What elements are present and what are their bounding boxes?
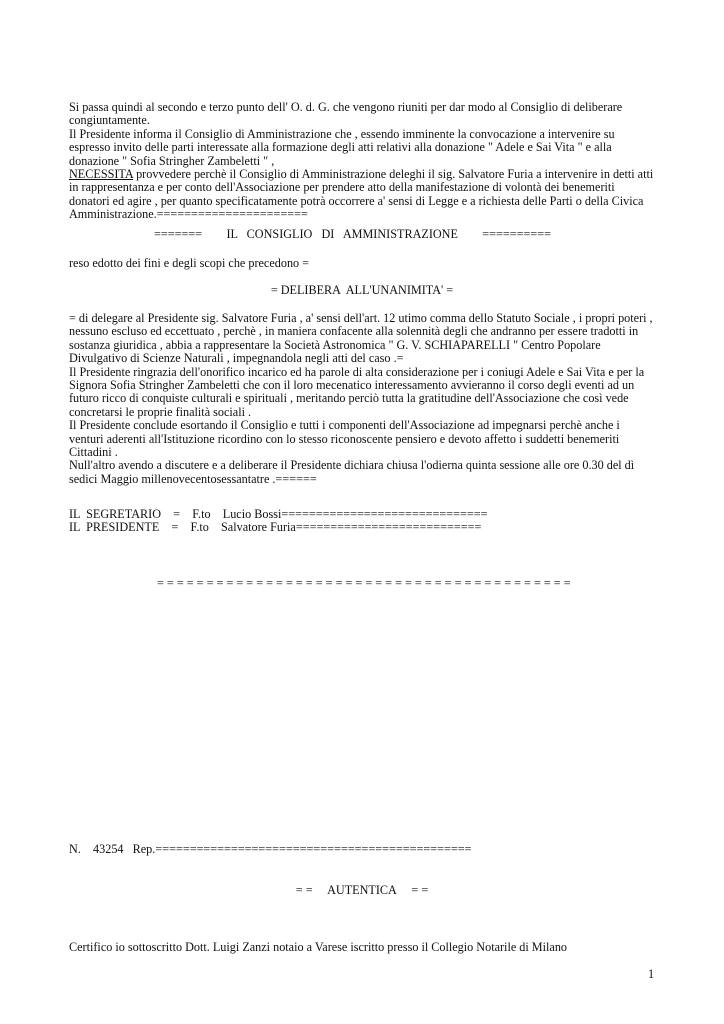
delibera-paragraph: = di delegare al Presidente sig. Salvatore Furia , a' sensi dell'art. 12 utimo comma dello Statuto Sociale , i propri poteri , nessuno escluso ed eccettuato , perchè , in maniera confacente alla solennità degli che andranno per essere tradotti in sostanza giuridica , abbia a rappresentare la Società Astronomica " G. V. SCHIAPARELLI " Centro Popolare Divulgativo di Scienze Naturali , impegnandola negli atti del caso .= Il Presidente ringrazia dell'onorifico incarico ed ha parole di alta considerazione per i coniugi Adele e Sai Vita e per la Signora Sofia Stringher Zambeletti che con il loro mecenatico interessamento avvieranno il corso degli eventi ad un futuro ricco di conquiste culturali e spirituali , meritando perciò tutta la gratitudine dell'Associazione che così vede concretarsi le proprie finalità sociali . Il Presidente conclude esortando il Consiglio e tutti i componenti dell'Associazione ad impegnarsi perchè anche i venturi aderenti all'Istituzione ricordino con lo stesso riconoscente pensiero e devoto affetto i suddetti benemeriti Cittadini . Null'altro avendo a discutere e a deliberare il Presidente dichiara chiusa l'odierna quinta sessione alle ore 0.30 del dì sedici Maggio millenovecentosessantatre .======	[69, 311, 653, 486]
necessita-word: NECESSITA	[69, 167, 134, 181]
section-separator: = = = = = = = = = = = = = = = = = = = = = = = = = = = = = = = = = = = = = = = = = =	[157, 576, 571, 590]
consiglio-heading: ======= IL CONSIGLIO DI AMMINISTRAZIONE ==========	[154, 227, 552, 241]
repertorio-line: N. 43254 Rep.==============================================	[69, 842, 472, 856]
page-number: 1	[648, 967, 655, 981]
necessita-text: provvedere perchè il Consiglio di Amministrazione deleghi il sig. Salvatore Furia a intervenire in detti atti in rappresentanza e per conto dell'Associazione per prendere atto della manifestazione di volontà dei benemeriti donatori ed agire , per quanto specificatamente potrà occorrere a' sensi di Legge e a richiesta delle Parti o della Civica Amministrazione.======================	[69, 167, 654, 222]
certifico-line: Certifico io sottoscritto Dott. Luigi Zanzi notaio a Varese iscritto presso il Collegio Notarile di Milano	[69, 940, 568, 954]
intro-paragraph: Si passa quindi al secondo e terzo punto dell' O. d. G. che vengono riuniti per dar modo al Consiglio di deliberare congiuntamente. Il Presidente informa il Consiglio di Amministrazione che , essendo imminente la convocazione a intervenire su espresso invito delle parti interessate alla formazione degli atti relativi alla donazione " Adele e Sai Vita " e alla donazione " Sofia Stringher Zambeletti " ,	[69, 100, 623, 168]
autentica-heading: = = AUTENTICA = =	[295, 883, 429, 897]
necessita-paragraph	[69, 168, 669, 222]
presidente-signature: IL PRESIDENTE = F.to Salvatore Furia===========================	[69, 520, 482, 534]
delibera-heading: = DELIBERA ALL'UNANIMITA' =	[270, 283, 454, 297]
reso-edotto-line: reso edotto dei fini e degli scopi che precedono =	[69, 256, 310, 270]
segretario-signature: IL SEGRETARIO = F.to Lucio Bossi==============================	[69, 507, 488, 521]
